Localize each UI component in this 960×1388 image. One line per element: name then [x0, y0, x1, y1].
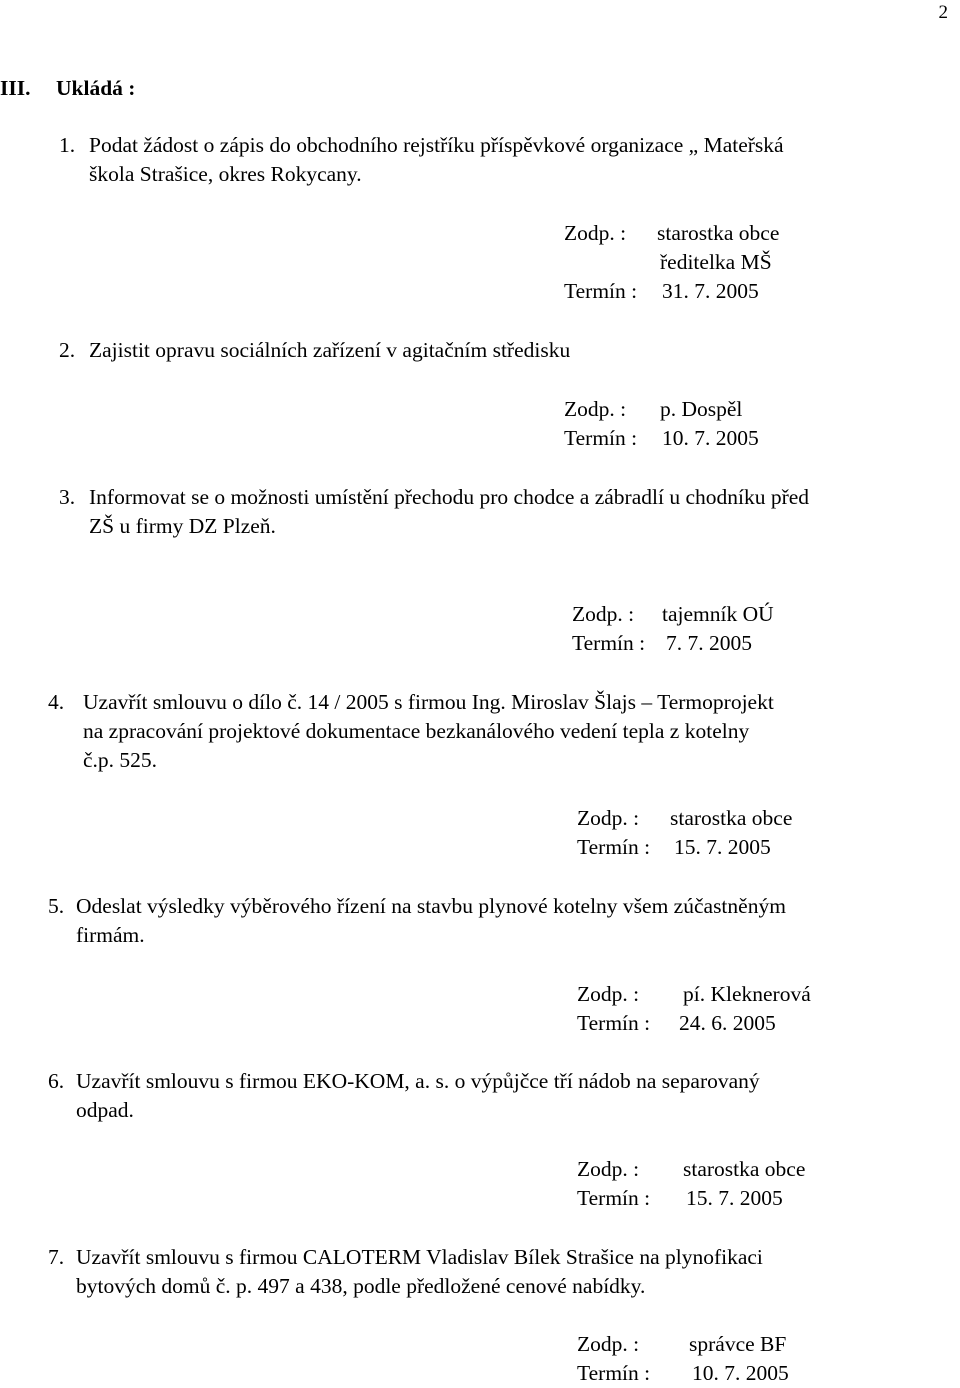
item-text-line: Uzavřít smlouvu o dílo č. 14 / 2005 s firmou Ing. Miroslav Šlajs – Termoprojekt [83, 690, 774, 714]
termin-value: 15. 7. 2005 [674, 835, 771, 859]
item-text-line: odpad. [76, 1098, 134, 1122]
termin-label: Termín : [564, 279, 638, 303]
item-number: 2. [59, 338, 76, 362]
section-title: Ukládá : [56, 76, 136, 100]
zodp-label: Zodp. : [577, 1332, 640, 1356]
zodp-value: tajemník OÚ [662, 602, 774, 626]
zodp-value: p. Dospěl [660, 397, 743, 421]
item-text-line: Zajistit opravu sociálních zařízení v agitačním středisku [89, 338, 571, 362]
zodp-value: starostka obce [683, 1157, 806, 1181]
zodp-value: správce BF [689, 1332, 787, 1356]
zodp-value: ředitelka MŠ [660, 250, 772, 274]
item-text-line: Uzavřít smlouvu s firmou CALOTERM Vladislav Bílek Strašice na plynofikaci [76, 1245, 763, 1269]
item-number: 5. [48, 894, 65, 918]
item-text-line: č.p. 525. [83, 748, 158, 772]
item-text-line: Uzavřít smlouvu s firmou EKO-KOM, a. s. o výpůjčce tří nádob na separovaný [76, 1069, 760, 1093]
item-text-line: Informovat se o možnosti umístění přechodu pro chodce a zábradlí u chodníku před [89, 485, 810, 509]
termin-label: Termín : [577, 835, 651, 859]
termin-value: 15. 7. 2005 [686, 1186, 783, 1210]
zodp-value: starostka obce [657, 221, 780, 245]
zodp-value: starostka obce [670, 806, 793, 830]
item-number: 6. [48, 1069, 65, 1093]
zodp-value: pí. Kleknerová [683, 982, 811, 1006]
termin-value: 7. 7. 2005 [666, 631, 752, 655]
item-text-line: na zpracování projektové dokumentace bezkanálového vedení tepla z kotelny [83, 719, 750, 743]
item-text-line: škola Strašice, okres Rokycany. [89, 162, 362, 186]
item-text-line: ZŠ u firmy DZ Plzeň. [89, 514, 276, 538]
termin-label: Termín : [577, 1361, 651, 1385]
termin-label: Termín : [564, 426, 638, 450]
item-number: 7. [48, 1245, 65, 1269]
termin-label: Termín : [577, 1186, 651, 1210]
termin-label: Termín : [577, 1011, 651, 1035]
item-number: 1. [59, 133, 76, 157]
zodp-label: Zodp. : [577, 982, 640, 1006]
item-text-line: bytových domů č. p. 497 a 438, podle předložené cenové nabídky. [76, 1274, 646, 1298]
item-number: 4. [48, 690, 65, 714]
item-text-line: Podat žádost o zápis do obchodního rejstříku příspěvkové organizace „ Mateřská [89, 133, 784, 157]
zodp-label: Zodp. : [577, 1157, 640, 1181]
termin-value: 10. 7. 2005 [692, 1361, 789, 1385]
item-number: 3. [59, 485, 76, 509]
page-number: 2 [938, 2, 948, 23]
section-numeral: III. [0, 76, 31, 100]
item-text-line: firmám. [76, 923, 145, 947]
termin-value: 24. 6. 2005 [679, 1011, 776, 1035]
zodp-label: Zodp. : [577, 806, 640, 830]
termin-label: Termín : [572, 631, 646, 655]
termin-value: 10. 7. 2005 [662, 426, 759, 450]
zodp-label: Zodp. : [572, 602, 635, 626]
zodp-label: Zodp. : [564, 397, 627, 421]
termin-value: 31. 7. 2005 [662, 279, 759, 303]
zodp-label: Zodp. : [564, 221, 627, 245]
item-text-line: Odeslat výsledky výběrového řízení na stavbu plynové kotelny všem zúčastněným [76, 894, 786, 918]
